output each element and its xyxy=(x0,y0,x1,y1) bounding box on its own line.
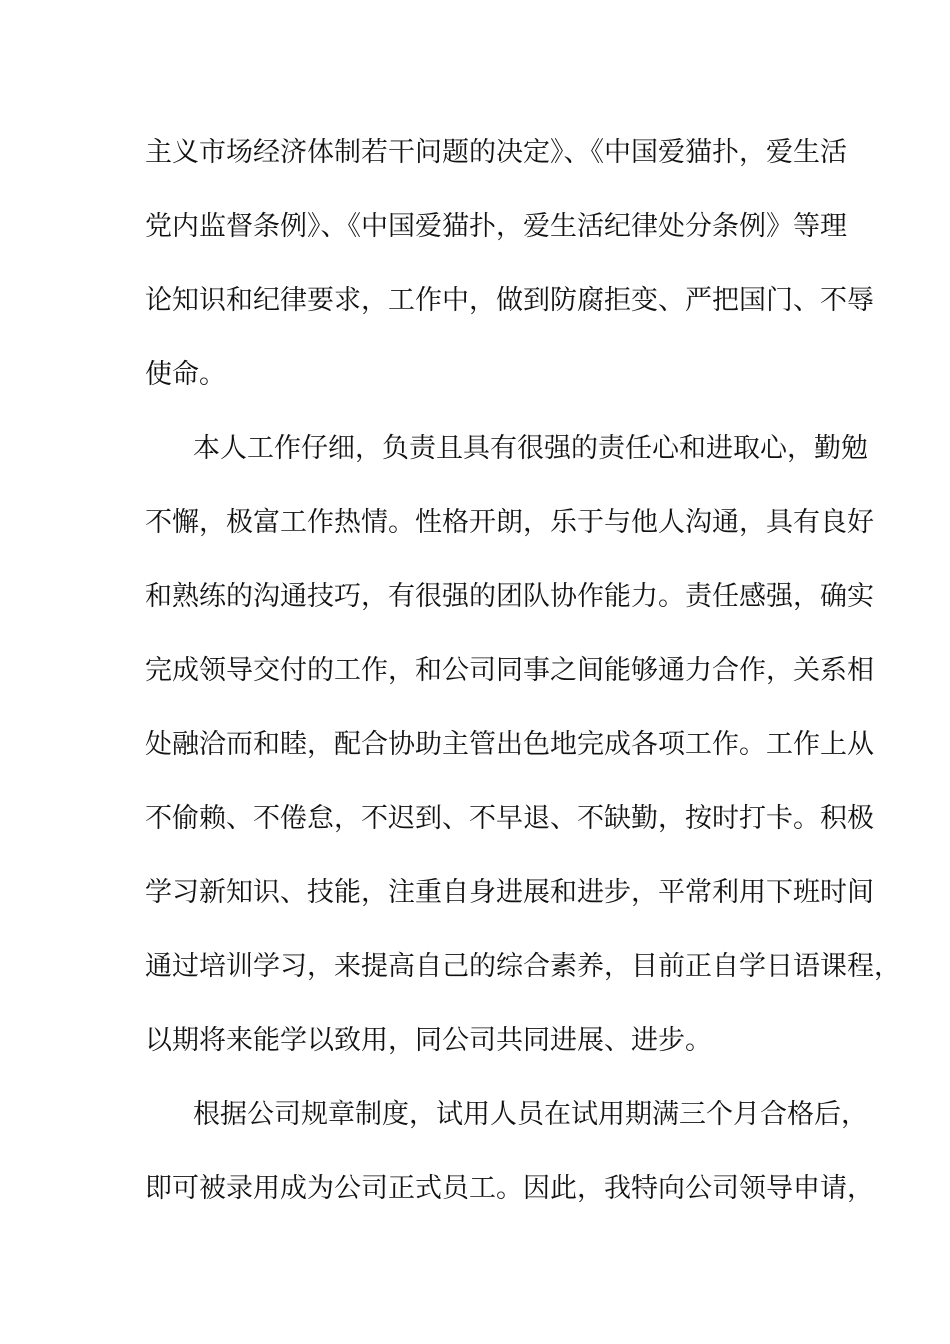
text-line: 即可被录用成为公司正式员工。因此，我特向公司领导申请， xyxy=(145,1173,874,1204)
text-line: 党内监督条例》、《中国爱猫扑，爱生活纪律处分条例》等理 xyxy=(145,211,847,242)
text-line: 主义市场经济体制若干问题的决定》、《中国爱猫扑，爱生活 xyxy=(145,137,847,168)
text-line: 通过培训学习，来提高自己的综合素养，目前正自学日语课程， xyxy=(145,951,901,982)
text-line: 和熟练的沟通技巧，有很强的团队协作能力。责任感强，确实 xyxy=(145,581,874,612)
text-line: 论知识和纪律要求，工作中，做到防腐拒变、严把国门、不辱 xyxy=(145,285,874,316)
text-line: 学习新知识、技能，注重自身进展和进步，平常利用下班时间 xyxy=(145,877,874,908)
paragraph-first-line: 根据公司规章制度，试用人员在试用期满三个月合格后， xyxy=(193,1099,868,1130)
text-line: 处融洽而和睦，配合协助主管出色地完成各项工作。工作上从 xyxy=(145,729,874,760)
text-line: 不懈，极富工作热情。性格开朗，乐于与他人沟通，具有良好 xyxy=(145,507,874,538)
text-line: 完成领导交付的工作，和公司同事之间能够通力合作，关系相 xyxy=(145,655,874,686)
text-line: 使命。 xyxy=(145,359,226,390)
paragraph-first-line: 本人工作仔细，负责且具有很强的责任心和进取心，勤勉 xyxy=(193,433,868,464)
text-line: 以期将来能学以致用，同公司共同进展、进步。 xyxy=(145,1025,712,1056)
text-line: 不偷赖、不倦怠，不迟到、不早退、不缺勤，按时打卡。积极 xyxy=(145,803,874,834)
